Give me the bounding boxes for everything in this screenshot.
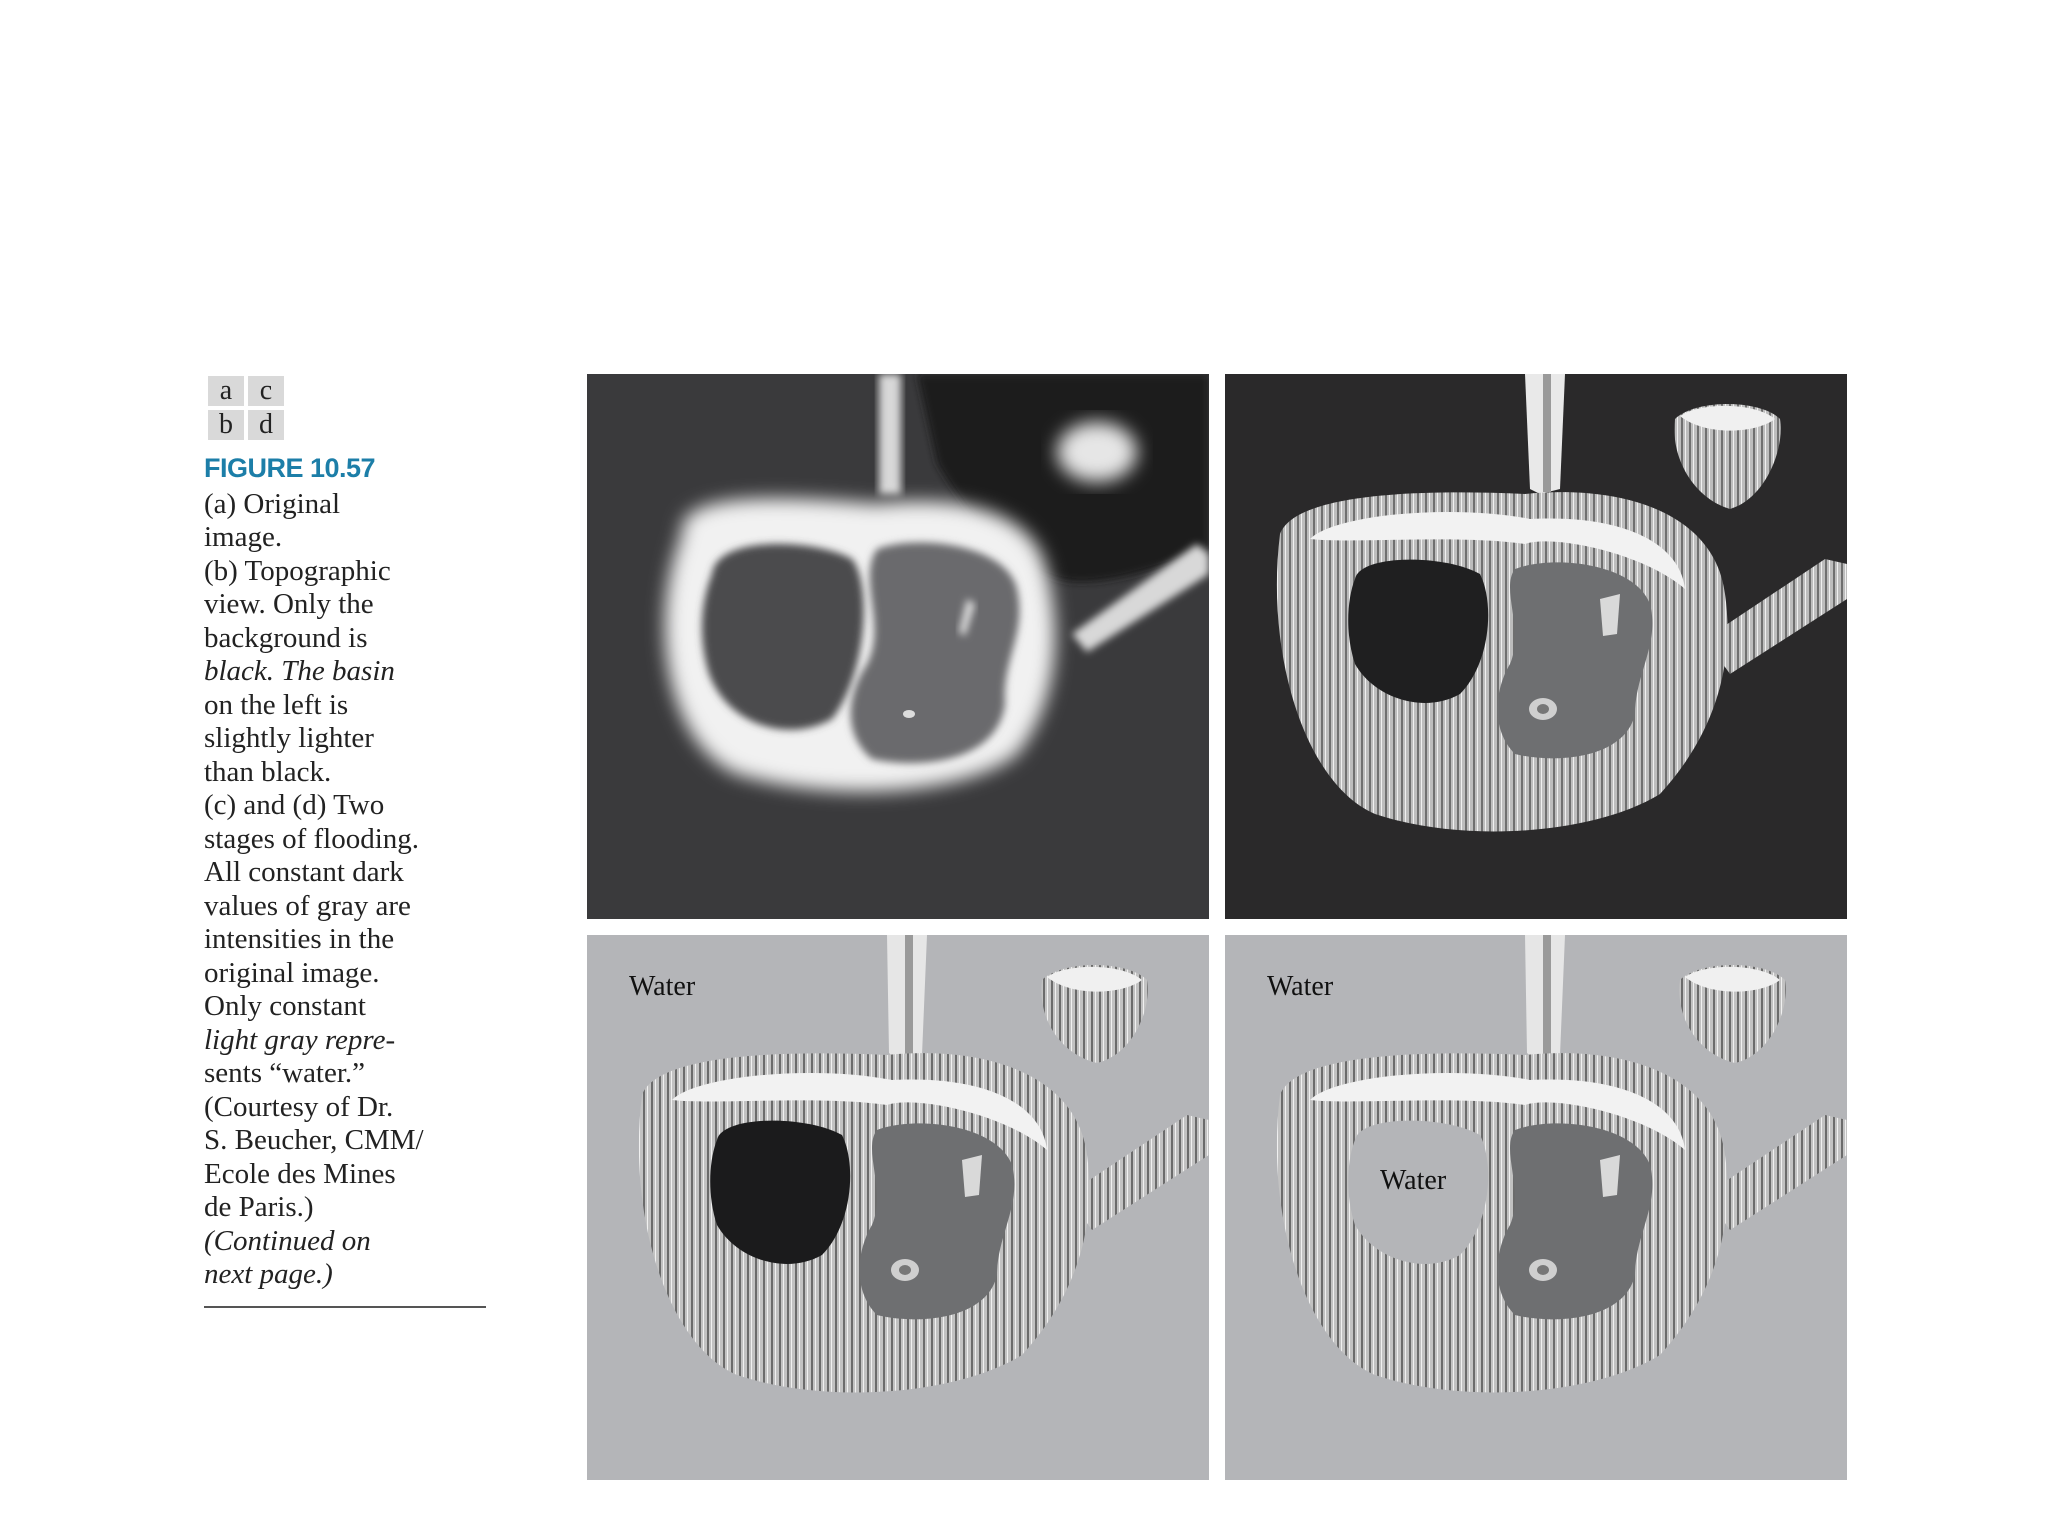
original-image-graphic bbox=[587, 374, 1209, 919]
caption-line: Ecole des Mines bbox=[204, 1157, 396, 1190]
caption-line: image. bbox=[204, 521, 283, 553]
caption-emphasis: light gray repre- bbox=[204, 1023, 396, 1056]
caption-line: de Paris.) bbox=[204, 1191, 314, 1223]
flooding-stage-one-graphic bbox=[587, 935, 1209, 1480]
caption-line: original image. bbox=[204, 956, 380, 989]
caption-line bbox=[204, 1258, 504, 1292]
caption-emphasis: black. The basin bbox=[204, 655, 395, 687]
panel-key bbox=[208, 376, 284, 440]
caption-line: sents “water.” bbox=[204, 1057, 366, 1089]
caption-line: values of gray are bbox=[204, 889, 411, 922]
caption-line bbox=[204, 1225, 504, 1259]
caption-line: on the left is bbox=[204, 688, 349, 721]
caption-line bbox=[204, 655, 504, 689]
caption-line: (b) Topographic bbox=[204, 554, 391, 587]
caption-line: view. Only the bbox=[204, 588, 374, 620]
panel-key-b: b bbox=[208, 410, 244, 440]
panel-a-original-image bbox=[587, 374, 1209, 919]
caption-emphasis: (Continued on bbox=[204, 1224, 371, 1257]
caption-line: All constant dark bbox=[204, 856, 404, 888]
caption-line: (Courtesy of Dr. bbox=[204, 1090, 394, 1123]
panel-key-c: c bbox=[248, 376, 284, 406]
water-label: Water bbox=[1267, 971, 1334, 1002]
panel-b-flooding-stage-one bbox=[587, 935, 1209, 1480]
caption-line: slightly lighter bbox=[204, 722, 374, 754]
basin-water-label: Water bbox=[1380, 1165, 1447, 1196]
caption-line: than black. bbox=[204, 755, 332, 788]
caption-line: background is bbox=[204, 621, 368, 654]
panel-key-d: d bbox=[248, 410, 284, 440]
caption-line: stages of flooding. bbox=[204, 822, 420, 855]
caption-emphasis: next page.) bbox=[204, 1258, 333, 1290]
caption-line bbox=[204, 1024, 504, 1058]
caption-line: (a) Original bbox=[204, 487, 341, 520]
panel-d-flooding-stage-two bbox=[1225, 935, 1847, 1480]
caption-line: S. Beucher, CMM/ bbox=[204, 1124, 424, 1156]
panel-c-topographic-view bbox=[1225, 374, 1847, 919]
caption-line: intensities in the bbox=[204, 923, 395, 955]
caption-line: (c) and (d) Two bbox=[204, 789, 385, 821]
panel-key-a: a bbox=[208, 376, 244, 406]
figure-label: FIGURE 10.57 bbox=[204, 453, 376, 483]
topographic-view-graphic bbox=[1225, 374, 1847, 919]
water-label: Water bbox=[629, 971, 696, 1002]
caption-divider bbox=[204, 1306, 486, 1308]
caption-line: Only constant bbox=[204, 990, 366, 1022]
figure-caption bbox=[204, 452, 504, 1292]
flooding-stage-two-graphic bbox=[1225, 935, 1847, 1480]
